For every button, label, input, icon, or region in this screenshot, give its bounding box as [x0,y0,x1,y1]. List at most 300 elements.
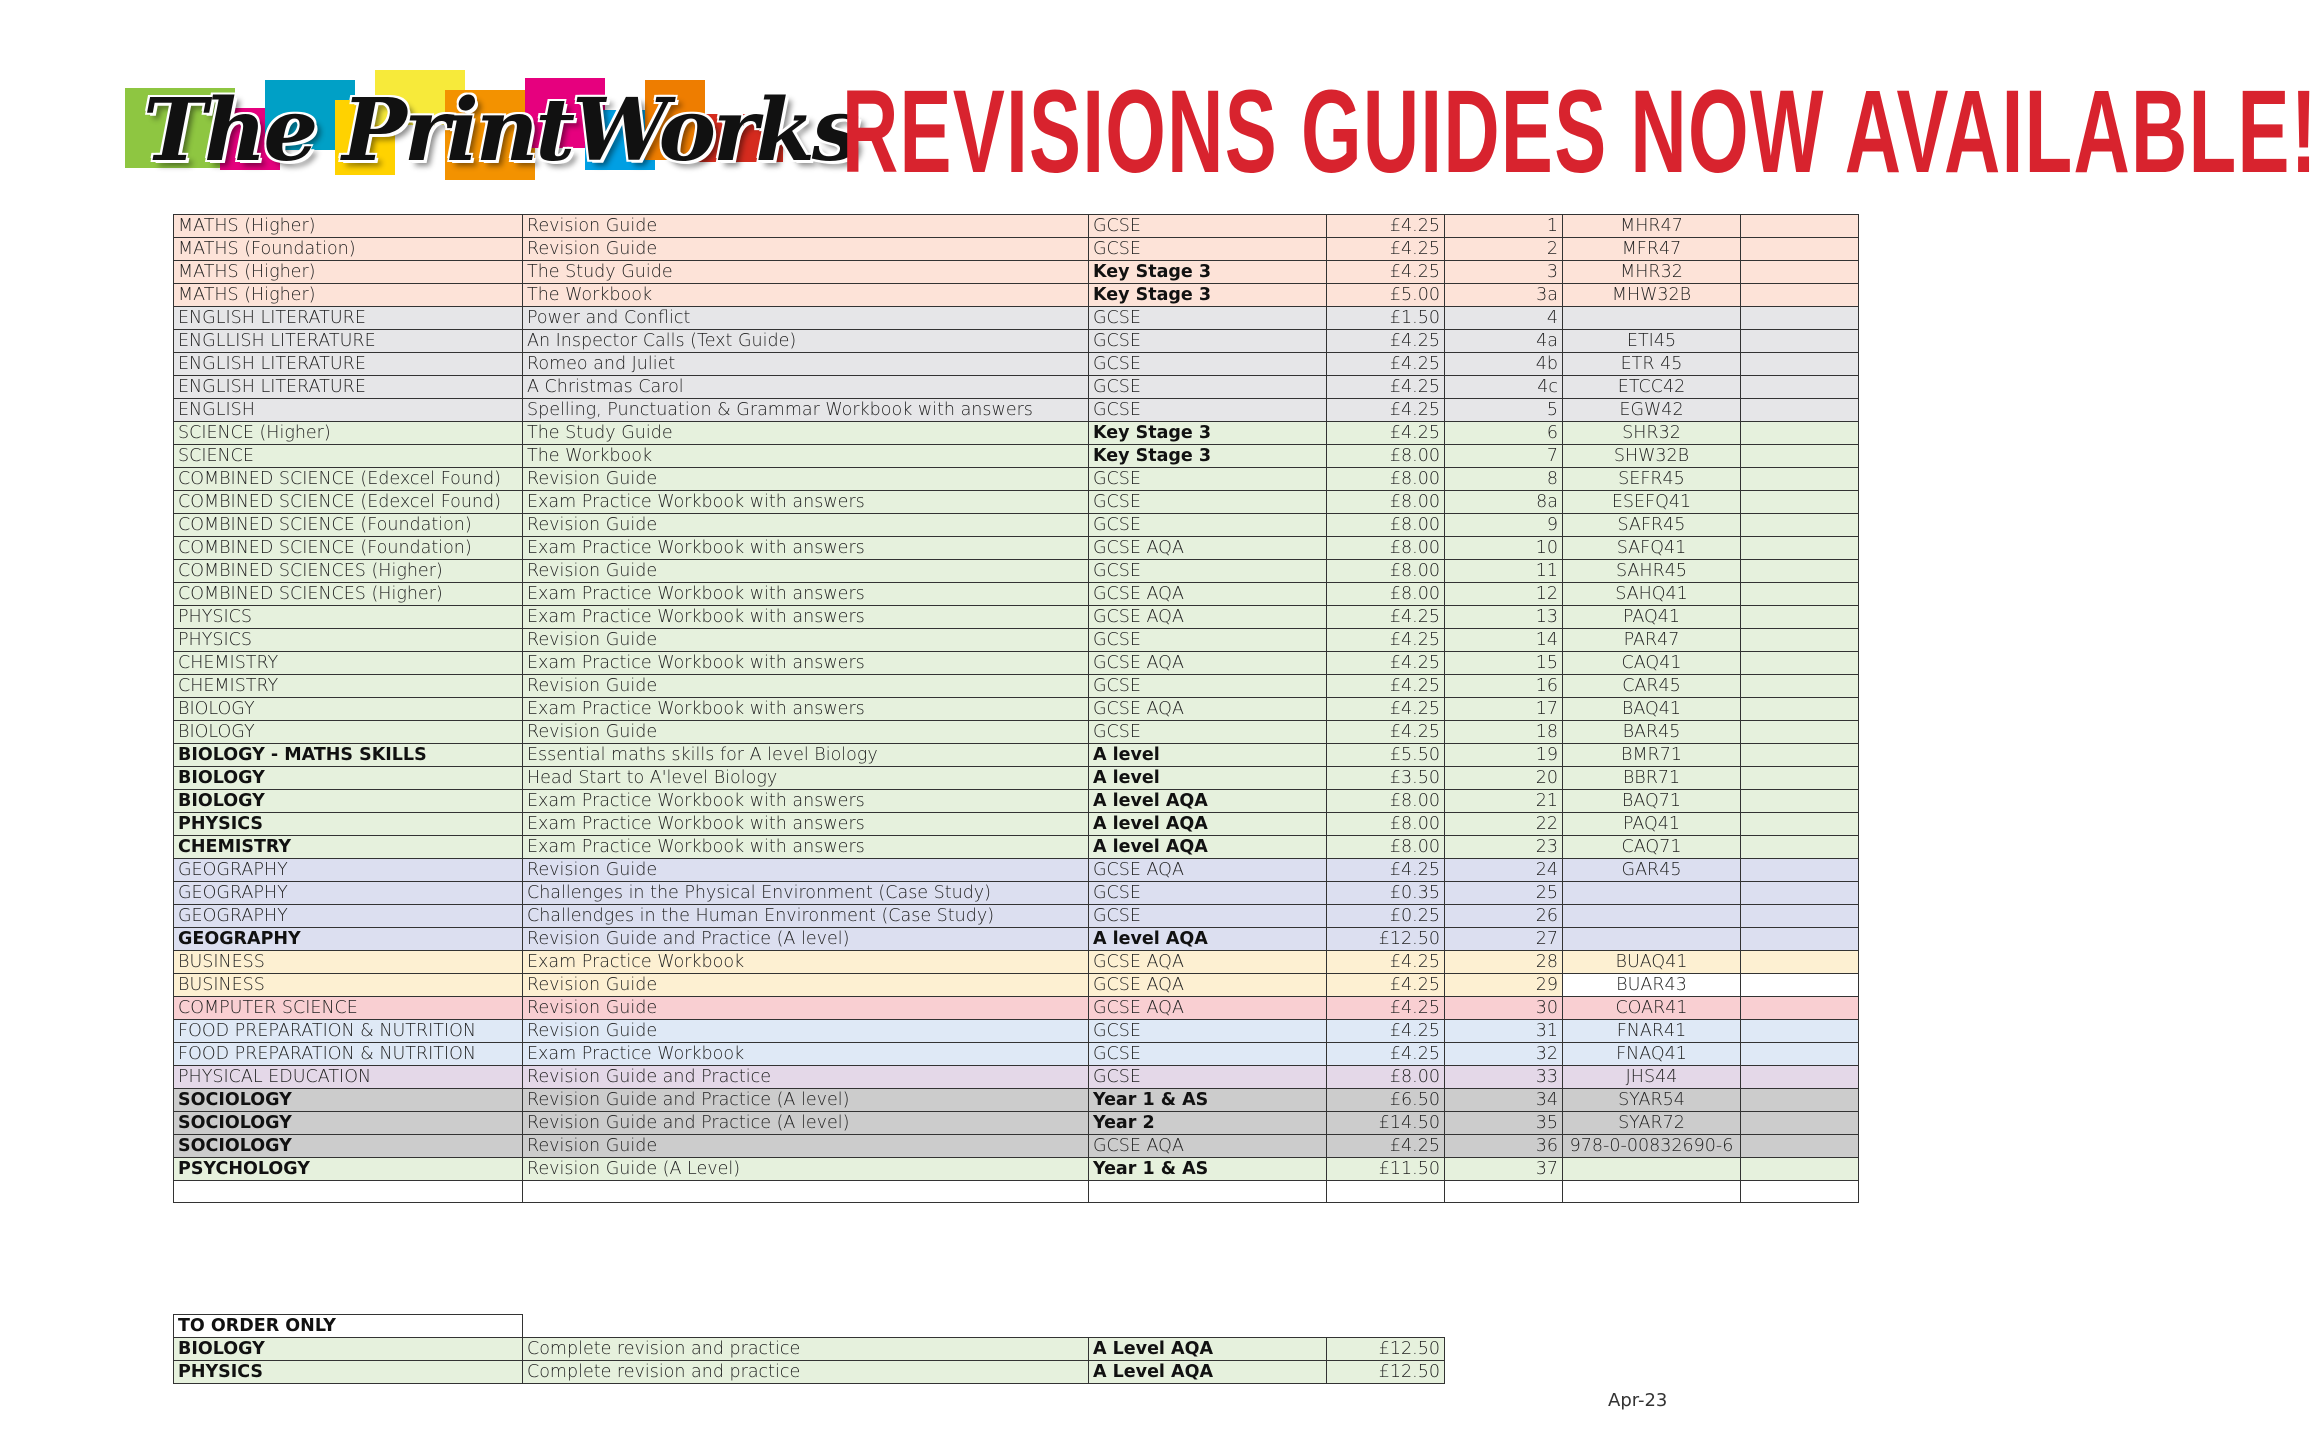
subject-cell: GEOGRAPHY [174,905,523,928]
subject-cell: ENGLISH [174,399,523,422]
order-heading-row [174,1315,1445,1338]
level-cell: GCSE [1089,721,1327,744]
title-cell: Revision Guide [523,859,1089,882]
table-row [174,859,1859,882]
table-row [174,721,1859,744]
code-cell: JHS44 [1563,1066,1741,1089]
blank-cell [1741,767,1859,790]
number-cell: 17 [1445,698,1563,721]
price-cell: £8.00 [1327,445,1445,468]
title-cell: Revision Guide [523,721,1089,744]
code-cell: FNAQ41 [1563,1043,1741,1066]
number-cell: 23 [1445,836,1563,859]
number-cell: 34 [1445,1089,1563,1112]
table-row [174,836,1859,859]
blank-cell [1741,353,1859,376]
blank-cell [1563,1181,1741,1203]
price-cell: £11.50 [1327,1158,1445,1181]
table-row [174,422,1859,445]
price-cell: £4.25 [1327,997,1445,1020]
number-cell: 25 [1445,882,1563,905]
code-cell: BUAR43 [1563,974,1741,997]
subject-cell: SCIENCE [174,445,523,468]
code-cell [1563,1158,1741,1181]
number-cell: 30 [1445,997,1563,1020]
price-cell: £4.25 [1327,1043,1445,1066]
subject-cell: ENGLISH LITERATURE [174,376,523,399]
price-cell: £4.25 [1327,261,1445,284]
number-cell: 14 [1445,629,1563,652]
title-cell: Revision Guide and Practice (A level) [523,928,1089,951]
blank-cell [1741,1089,1859,1112]
table-row [174,997,1859,1020]
title-cell: Revision Guide [523,974,1089,997]
number-cell: 15 [1445,652,1563,675]
subject-cell: PHYSICS [174,606,523,629]
number-cell: 7 [1445,445,1563,468]
code-cell: BAQ41 [1563,698,1741,721]
to-order-only-table [173,1314,1445,1384]
table-row [174,353,1859,376]
printworks-logo [125,70,858,188]
price-cell: £12.50 [1327,928,1445,951]
code-cell: SEFR45 [1563,468,1741,491]
order-price: £12.50 [1327,1338,1445,1361]
blank-cell [1445,1181,1563,1203]
table-row [174,813,1859,836]
price-cell: £4.25 [1327,399,1445,422]
number-cell: 20 [1445,767,1563,790]
subject-cell: SOCIOLOGY [174,1112,523,1135]
headline: REVISIONS GUIDES NOW AVAILABLE! [842,66,2318,198]
price-cell: £5.00 [1327,284,1445,307]
subject-cell: MATHS (Higher) [174,284,523,307]
level-cell: GCSE [1089,514,1327,537]
level-cell: Key Stage 3 [1089,445,1327,468]
number-cell: 32 [1445,1043,1563,1066]
blank-cell [1741,468,1859,491]
title-cell: Revision Guide [523,1020,1089,1043]
level-cell: GCSE [1089,560,1327,583]
title-cell: Revision Guide and Practice [523,1066,1089,1089]
logo-text: The PrintWorks [143,80,858,181]
level-cell: GCSE [1089,238,1327,261]
code-cell: PAQ41 [1563,606,1741,629]
price-cell: £8.00 [1327,491,1445,514]
subject-cell: BIOLOGY [174,721,523,744]
code-cell [1563,905,1741,928]
revision-guides-table [173,214,1859,1203]
title-cell: Revision Guide [523,468,1089,491]
table-row [174,629,1859,652]
price-cell: £8.00 [1327,813,1445,836]
price-cell: £8.00 [1327,583,1445,606]
price-cell: £4.25 [1327,951,1445,974]
title-cell: Revision Guide [523,215,1089,238]
title-cell: Essential maths skills for A level Biology [523,744,1089,767]
order-subject: BIOLOGY [174,1338,523,1361]
number-cell: 1 [1445,215,1563,238]
code-cell: PAR47 [1563,629,1741,652]
blank-cell [1741,790,1859,813]
code-cell: GAR45 [1563,859,1741,882]
code-cell [1563,307,1741,330]
level-cell: GCSE AQA [1089,1135,1327,1158]
table-row [174,583,1859,606]
code-cell: BAQ71 [1563,790,1741,813]
level-cell: A level AQA [1089,836,1327,859]
level-cell: GCSE [1089,675,1327,698]
title-cell: The Workbook [523,284,1089,307]
blank-cell [1741,652,1859,675]
subject-cell: MATHS (Higher) [174,215,523,238]
subject-cell: PHYSICS [174,813,523,836]
level-cell: A level AQA [1089,813,1327,836]
title-cell: Exam Practice Workbook with answers [523,652,1089,675]
number-cell: 19 [1445,744,1563,767]
title-cell: Exam Practice Workbook with answers [523,836,1089,859]
level-cell: GCSE [1089,468,1327,491]
level-cell: GCSE AQA [1089,951,1327,974]
level-cell: GCSE AQA [1089,997,1327,1020]
subject-cell: SCIENCE (Higher) [174,422,523,445]
blank-cell [1741,744,1859,767]
blank-cell [1741,859,1859,882]
subject-cell: ENGLISH LITERATURE [174,353,523,376]
title-cell: Exam Practice Workbook with answers [523,698,1089,721]
table-row [174,1020,1859,1043]
blank-cell [1741,1112,1859,1135]
subject-cell: SOCIOLOGY [174,1135,523,1158]
level-cell: Year 2 [1089,1112,1327,1135]
code-cell: SAFR45 [1563,514,1741,537]
level-cell: GCSE [1089,1020,1327,1043]
subject-cell: GEOGRAPHY [174,928,523,951]
blank-cell [1741,215,1859,238]
subject-cell: ENGLISH LITERATURE [174,307,523,330]
level-cell: GCSE [1089,215,1327,238]
number-cell: 37 [1445,1158,1563,1181]
blank-cell [1327,1181,1445,1203]
order-level: A Level AQA [1089,1361,1327,1384]
price-cell: £4.25 [1327,238,1445,261]
code-cell: EGW42 [1563,399,1741,422]
price-cell: £4.25 [1327,974,1445,997]
number-cell: 36 [1445,1135,1563,1158]
table-row [174,445,1859,468]
subject-cell: BIOLOGY [174,790,523,813]
table-row [174,652,1859,675]
subject-cell: BIOLOGY [174,767,523,790]
code-cell: 978-0-00832690-6 [1563,1135,1741,1158]
blank-cell [174,1181,523,1203]
level-cell: Year 1 & AS [1089,1089,1327,1112]
price-cell: £5.50 [1327,744,1445,767]
blank-cell [1741,905,1859,928]
price-cell: £4.25 [1327,330,1445,353]
code-cell: MHR47 [1563,215,1741,238]
order-title: Complete revision and practice [523,1361,1089,1384]
blank-cell [1741,836,1859,859]
order-row [174,1338,1445,1361]
title-cell: Exam Practice Workbook with answers [523,583,1089,606]
subject-cell: MATHS (Foundation) [174,238,523,261]
level-cell: GCSE [1089,1066,1327,1089]
subject-cell: CHEMISTRY [174,652,523,675]
blank-cell [1741,1043,1859,1066]
level-cell: GCSE AQA [1089,606,1327,629]
number-cell: 21 [1445,790,1563,813]
subject-cell: BIOLOGY [174,698,523,721]
table-row [174,1066,1859,1089]
code-cell: ETCC42 [1563,376,1741,399]
blank-cell [1741,284,1859,307]
blank-cell [1741,882,1859,905]
code-cell: BMR71 [1563,744,1741,767]
blank-cell [1741,951,1859,974]
code-cell: SYAR54 [1563,1089,1741,1112]
title-cell: Exam Practice Workbook with answers [523,537,1089,560]
blank-cell [1741,813,1859,836]
table-row [174,974,1859,997]
level-cell: Key Stage 3 [1089,261,1327,284]
price-cell: £6.50 [1327,1089,1445,1112]
number-cell: 3 [1445,261,1563,284]
title-cell: Spelling, Punctuation & Grammar Workbook with answers [523,399,1089,422]
subject-cell: COMBINED SCIENCES (Higher) [174,560,523,583]
level-cell: GCSE AQA [1089,974,1327,997]
number-cell: 4 [1445,307,1563,330]
price-cell: £4.25 [1327,698,1445,721]
title-cell: Revision Guide [523,997,1089,1020]
number-cell: 26 [1445,905,1563,928]
subject-cell: BIOLOGY - MATHS SKILLS [174,744,523,767]
blank-cell [1741,997,1859,1020]
level-cell: GCSE [1089,307,1327,330]
number-cell: 8 [1445,468,1563,491]
blank-cell [1089,1181,1327,1203]
code-cell: MFR47 [1563,238,1741,261]
price-cell: £3.50 [1327,767,1445,790]
table-row [174,307,1859,330]
price-cell: £4.25 [1327,353,1445,376]
code-cell: BBR71 [1563,767,1741,790]
price-cell: £0.35 [1327,882,1445,905]
subject-cell: CHEMISTRY [174,675,523,698]
number-cell: 18 [1445,721,1563,744]
title-cell: Exam Practice Workbook with answers [523,606,1089,629]
blank-cell [1741,514,1859,537]
code-cell: ETI45 [1563,330,1741,353]
table-row [174,606,1859,629]
title-cell: Exam Practice Workbook with answers [523,790,1089,813]
code-cell: SYAR72 [1563,1112,1741,1135]
blank-cell [1741,307,1859,330]
number-cell: 4b [1445,353,1563,376]
empty-row [174,1181,1859,1203]
blank-cell [1741,445,1859,468]
level-cell: GCSE [1089,330,1327,353]
price-cell: £1.50 [1327,307,1445,330]
subject-cell: FOOD PREPARATION & NUTRITION [174,1020,523,1043]
level-cell: A level AQA [1089,790,1327,813]
price-cell: £4.25 [1327,629,1445,652]
title-cell: The Study Guide [523,261,1089,284]
blank-cell [523,1181,1089,1203]
blank-cell [1741,422,1859,445]
code-cell: SAHR45 [1563,560,1741,583]
number-cell: 35 [1445,1112,1563,1135]
level-cell: GCSE AQA [1089,698,1327,721]
level-cell: A level [1089,767,1327,790]
blank-cell [1741,583,1859,606]
blank-cell [1741,330,1859,353]
title-cell: Revision Guide [523,238,1089,261]
table-row [174,1043,1859,1066]
subject-cell: PHYSICAL EDUCATION [174,1066,523,1089]
blank-cell [1741,675,1859,698]
price-cell: £8.00 [1327,836,1445,859]
number-cell: 13 [1445,606,1563,629]
price-cell: £0.25 [1327,905,1445,928]
subject-cell: COMPUTER SCIENCE [174,997,523,1020]
table-row [174,767,1859,790]
price-cell: £4.25 [1327,422,1445,445]
number-cell: 29 [1445,974,1563,997]
title-cell: A Christmas Carol [523,376,1089,399]
subject-cell: FOOD PREPARATION & NUTRITION [174,1043,523,1066]
code-cell: SHW32B [1563,445,1741,468]
code-cell: ESEFQ41 [1563,491,1741,514]
price-cell: £4.25 [1327,606,1445,629]
table-row [174,560,1859,583]
blank-cell [1741,1158,1859,1181]
price-cell: £8.00 [1327,468,1445,491]
table-row [174,491,1859,514]
level-cell: GCSE [1089,491,1327,514]
price-cell: £4.25 [1327,652,1445,675]
blank-cell [1741,399,1859,422]
table-row [174,1135,1859,1158]
table-row [174,514,1859,537]
order-subject: PHYSICS [174,1361,523,1384]
subject-cell: CHEMISTRY [174,836,523,859]
order-row [174,1361,1445,1384]
level-cell: GCSE [1089,399,1327,422]
subject-cell: COMBINED SCIENCES (Higher) [174,583,523,606]
table-row [174,284,1859,307]
level-cell: GCSE AQA [1089,583,1327,606]
number-cell: 3a [1445,284,1563,307]
number-cell: 4c [1445,376,1563,399]
order-price: £12.50 [1327,1361,1445,1384]
number-cell: 4a [1445,330,1563,353]
number-cell: 33 [1445,1066,1563,1089]
price-cell: £8.00 [1327,790,1445,813]
table-row [174,238,1859,261]
price-cell: £8.00 [1327,537,1445,560]
table-row [174,376,1859,399]
price-cell: £4.25 [1327,859,1445,882]
level-cell: GCSE [1089,629,1327,652]
code-cell: SAHQ41 [1563,583,1741,606]
table-row [174,790,1859,813]
title-cell: Revision Guide [523,514,1089,537]
subject-cell: COMBINED SCIENCE (Edexcel Found) [174,468,523,491]
code-cell [1563,882,1741,905]
price-cell: £4.25 [1327,1135,1445,1158]
price-cell: £8.00 [1327,1066,1445,1089]
code-cell: BAR45 [1563,721,1741,744]
subject-cell: BUSINESS [174,974,523,997]
blank-cell [1741,1135,1859,1158]
table-row [174,399,1859,422]
table-row [174,744,1859,767]
title-cell: Challendges in the Human Environment (Case Study) [523,905,1089,928]
code-cell: CAQ71 [1563,836,1741,859]
level-cell: GCSE [1089,882,1327,905]
title-cell: Revision Guide and Practice (A level) [523,1112,1089,1135]
date-label: Apr-23 [1608,1390,1668,1411]
price-cell: £8.00 [1327,514,1445,537]
level-cell: Year 1 & AS [1089,1158,1327,1181]
table-row [174,928,1859,951]
title-cell: Exam Practice Workbook [523,1043,1089,1066]
table-row [174,330,1859,353]
level-cell: Key Stage 3 [1089,422,1327,445]
blank-cell [1741,1020,1859,1043]
price-cell: £4.25 [1327,1020,1445,1043]
code-cell: SHR32 [1563,422,1741,445]
price-cell: £4.25 [1327,721,1445,744]
code-cell: CAQ41 [1563,652,1741,675]
blank-cell [1741,721,1859,744]
title-cell: Challenges in the Physical Environment (Case Study) [523,882,1089,905]
number-cell: 9 [1445,514,1563,537]
level-cell: GCSE [1089,905,1327,928]
number-cell: 12 [1445,583,1563,606]
table-row [174,1158,1859,1181]
level-cell: A level [1089,744,1327,767]
title-cell: Revision Guide [523,675,1089,698]
subject-cell: SOCIOLOGY [174,1089,523,1112]
level-cell: Key Stage 3 [1089,284,1327,307]
code-cell: BUAQ41 [1563,951,1741,974]
subject-cell: COMBINED SCIENCE (Foundation) [174,537,523,560]
table-row [174,675,1859,698]
number-cell: 2 [1445,238,1563,261]
price-cell: £4.25 [1327,675,1445,698]
number-cell: 22 [1445,813,1563,836]
table-row [174,1089,1859,1112]
title-cell: Exam Practice Workbook with answers [523,491,1089,514]
blank-cell [1741,974,1859,997]
blank-cell [1741,537,1859,560]
title-cell: Power and Conflict [523,307,1089,330]
code-cell: ETR 45 [1563,353,1741,376]
subject-cell: PHYSICS [174,629,523,652]
blank-cell [1741,261,1859,284]
blank-cell [1741,1066,1859,1089]
blank-cell [1741,606,1859,629]
subject-cell: GEOGRAPHY [174,859,523,882]
blank-cell [1741,560,1859,583]
subject-cell: PSYCHOLOGY [174,1158,523,1181]
code-cell: SAFQ41 [1563,537,1741,560]
price-cell: £4.25 [1327,215,1445,238]
number-cell: 31 [1445,1020,1563,1043]
subject-cell: MATHS (Higher) [174,261,523,284]
